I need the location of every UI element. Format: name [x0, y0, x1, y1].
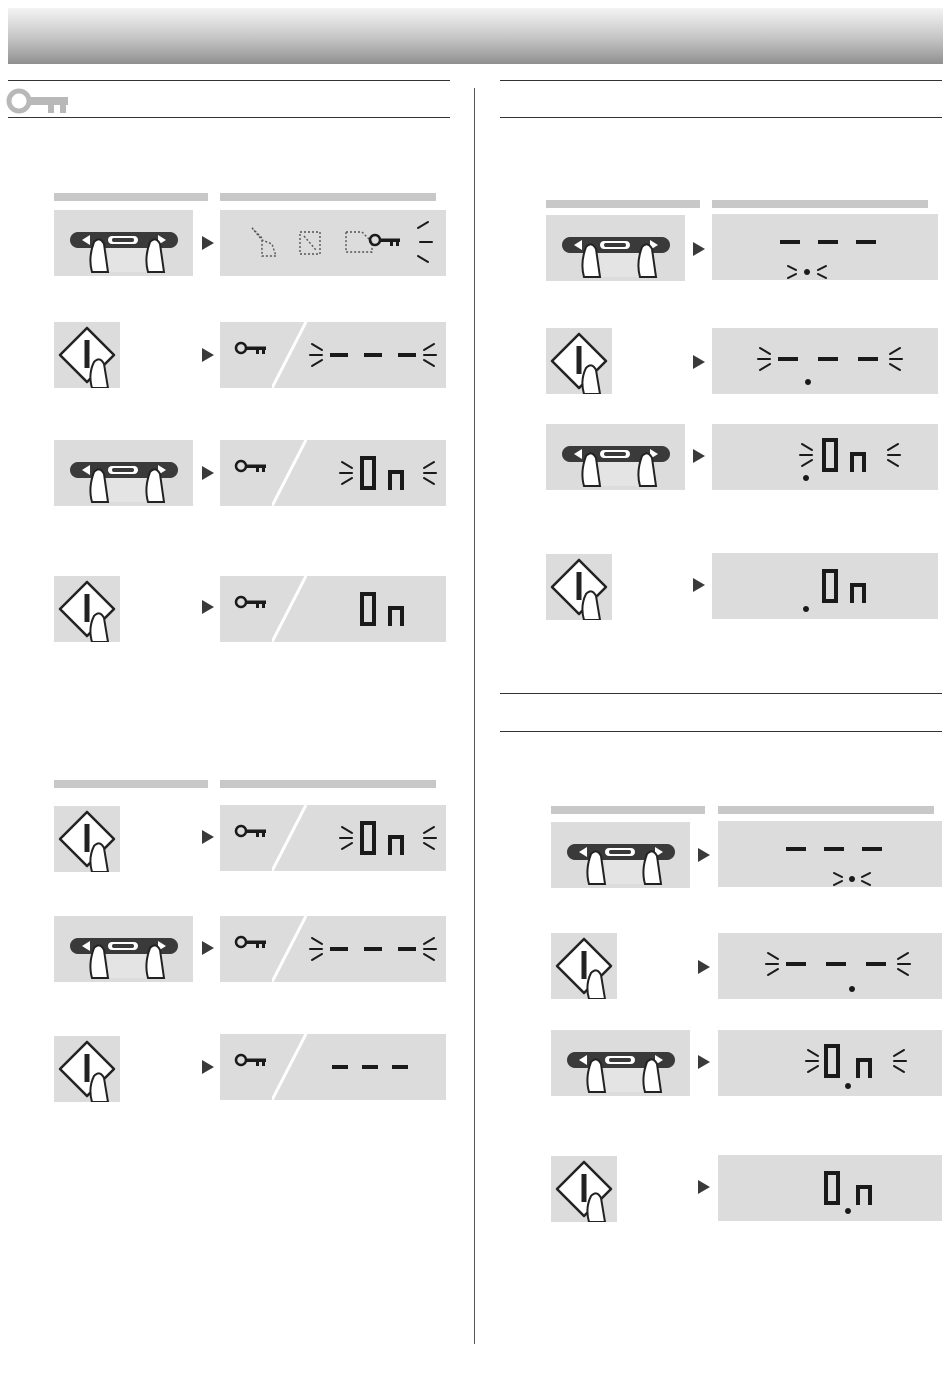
- lcd-display: [308, 332, 438, 378]
- lcd-digit-dash: [858, 357, 878, 361]
- lcd-panel: [220, 576, 446, 642]
- lcd-digit-dash: [398, 353, 416, 357]
- lcd-digit-o: [822, 438, 838, 472]
- lcd-digit-dash: [824, 847, 844, 851]
- lcd-digit-dash: [398, 947, 416, 951]
- lcd-decimal-dot: [845, 1083, 851, 1089]
- lcd-digit-o: [360, 456, 376, 490]
- button-pair-icon[interactable]: [54, 210, 193, 276]
- lcd-display: [772, 224, 892, 280]
- step-column-header: [551, 806, 705, 814]
- key-icon: [234, 458, 270, 476]
- power-button-panel: [546, 328, 612, 394]
- lcd-display: [764, 943, 914, 995]
- step-arrow-icon: [698, 848, 710, 862]
- column-divider: [474, 88, 475, 1344]
- key-icon: [234, 934, 270, 952]
- step-arrow-icon: [202, 348, 214, 362]
- lcd-panel: [718, 1155, 942, 1221]
- button-pair-panel: [54, 916, 193, 982]
- display-column-header: [220, 780, 436, 788]
- step-arrow-icon: [698, 960, 710, 974]
- power-button-icon[interactable]: [546, 328, 612, 394]
- button-pair-icon[interactable]: [54, 440, 193, 506]
- key-animation-panel: [220, 210, 446, 276]
- lcd-decimal-dot: [845, 1208, 851, 1214]
- lcd-digit-n: [850, 452, 866, 472]
- key-animation-icon: [220, 210, 446, 276]
- button-pair-icon[interactable]: [551, 822, 690, 888]
- divider-slash: [272, 576, 308, 642]
- divider-slash: [272, 916, 308, 982]
- button-pair-panel: [54, 210, 193, 276]
- lcd-display: [798, 563, 908, 615]
- power-button-panel: [54, 576, 120, 642]
- step-arrow-icon: [698, 1055, 710, 1069]
- display-column-header: [712, 200, 928, 208]
- lcd-display: [338, 586, 438, 632]
- button-pair-icon[interactable]: [54, 916, 193, 982]
- lcd-digit-dash: [856, 240, 876, 244]
- lcd-panel: [712, 553, 938, 619]
- lcd-panel: [712, 328, 938, 394]
- lcd-digit-n: [388, 835, 404, 855]
- power-button-panel: [551, 933, 617, 999]
- key-icon: [6, 88, 70, 114]
- lcd-digit-dash: [330, 947, 348, 951]
- lcd-display: [778, 833, 898, 889]
- lcd-digit-dash: [364, 353, 382, 357]
- lcd-digit-dash: [362, 1065, 378, 1069]
- lcd-decimal-dot: [849, 986, 855, 992]
- lcd-display: [308, 926, 438, 972]
- button-pair-panel: [54, 440, 193, 506]
- right-section-bottom-rule: [500, 117, 942, 118]
- divider-slash: [272, 1034, 308, 1100]
- button-pair-panel: [551, 822, 690, 888]
- step-arrow-icon: [202, 236, 214, 250]
- power-button-icon[interactable]: [551, 933, 617, 999]
- step-arrow-icon: [202, 466, 214, 480]
- lcd-display: [804, 1165, 914, 1219]
- step-column-header: [54, 780, 208, 788]
- step-column-header: [54, 193, 208, 201]
- lcd-panel: [220, 1034, 446, 1100]
- lcd-digit-dash: [332, 1065, 348, 1069]
- lcd-digit-n: [388, 606, 404, 626]
- display-column-header: [220, 193, 436, 201]
- power-button-icon[interactable]: [546, 554, 612, 620]
- lcd-digit-dash: [866, 962, 886, 966]
- lcd-digit-dash: [330, 353, 348, 357]
- divider-slash: [272, 805, 308, 871]
- power-button-panel: [54, 806, 120, 872]
- lcd-display: [338, 815, 438, 861]
- lcd-digit-dash: [786, 962, 806, 966]
- button-pair-panel: [546, 424, 685, 490]
- key-icon: [234, 823, 270, 841]
- power-button-panel: [54, 322, 120, 388]
- step-arrow-icon: [202, 941, 214, 955]
- left-section-top-rule: [8, 80, 450, 81]
- lcd-panel: [220, 916, 446, 982]
- lcd-panel: [718, 821, 942, 887]
- step-arrow-icon: [693, 449, 705, 463]
- lcd-panel: [718, 933, 942, 999]
- lcd-digit-o: [360, 592, 376, 626]
- button-pair-icon[interactable]: [546, 424, 685, 490]
- lcd-digit-dash: [780, 240, 800, 244]
- lcd-panel: [712, 424, 938, 490]
- lcd-digit-n: [856, 1185, 872, 1205]
- lcd-panel: [712, 214, 938, 280]
- step-arrow-icon: [693, 242, 705, 256]
- step-arrow-icon: [202, 600, 214, 614]
- page-header-bar: [8, 8, 943, 64]
- lcd-digit-o: [822, 569, 838, 603]
- button-pair-panel: [546, 215, 685, 281]
- lcd-digit-dash: [818, 357, 838, 361]
- step-arrow-icon: [693, 578, 705, 592]
- lcd-decimal-dot: [803, 475, 809, 481]
- power-button-icon[interactable]: [551, 1156, 617, 1222]
- lcd-display: [320, 1044, 420, 1090]
- divider-slash: [272, 322, 308, 388]
- right-lower-section-bottom-rule: [500, 731, 942, 732]
- lcd-digit-n: [388, 470, 404, 490]
- power-button-panel: [54, 1036, 120, 1102]
- power-button-icon[interactable]: [54, 1036, 120, 1102]
- lcd-digit-dash: [826, 962, 846, 966]
- lcd-digit-n: [850, 583, 866, 603]
- button-pair-panel: [551, 1030, 690, 1096]
- lcd-digit-dash: [778, 357, 798, 361]
- lcd-digit-dash: [364, 947, 382, 951]
- lcd-digit-o: [360, 821, 376, 855]
- lcd-digit-dash: [862, 847, 882, 851]
- step-column-header: [546, 200, 700, 208]
- lcd-decimal-dot: [803, 606, 809, 612]
- power-button-icon[interactable]: [54, 576, 120, 642]
- display-column-header: [718, 806, 934, 814]
- lcd-display: [756, 338, 906, 390]
- lcd-display: [798, 432, 908, 484]
- step-arrow-icon: [202, 1060, 214, 1074]
- lcd-panel: [220, 805, 446, 871]
- lcd-panel: [220, 322, 446, 388]
- button-pair-icon[interactable]: [546, 215, 685, 281]
- key-icon: [234, 594, 270, 612]
- power-button-panel: [546, 554, 612, 620]
- key-icon: [234, 340, 270, 358]
- lcd-display: [804, 1038, 914, 1092]
- right-lower-section-top-rule: [500, 693, 942, 694]
- lcd-digit-o: [824, 1044, 840, 1078]
- power-button-icon[interactable]: [54, 322, 120, 388]
- left-section-bottom-rule: [8, 117, 450, 118]
- power-button-panel: [551, 1156, 617, 1222]
- lcd-digit-dash: [786, 847, 806, 851]
- right-section-top-rule: [500, 80, 942, 81]
- power-button-icon[interactable]: [54, 806, 120, 872]
- step-arrow-icon: [698, 1180, 710, 1194]
- lcd-digit-n: [856, 1058, 872, 1078]
- lcd-decimal-dot: [804, 269, 810, 275]
- lcd-decimal-dot: [805, 379, 811, 385]
- lcd-digit-dash: [818, 240, 838, 244]
- lcd-decimal-dot: [849, 876, 855, 882]
- lcd-panel: [220, 440, 446, 506]
- lcd-display: [338, 450, 438, 496]
- step-arrow-icon: [693, 355, 705, 369]
- key-icon: [234, 1052, 270, 1070]
- lcd-digit-dash: [392, 1065, 408, 1069]
- lcd-digit-o: [824, 1171, 840, 1205]
- lcd-panel: [718, 1030, 942, 1096]
- button-pair-icon[interactable]: [551, 1030, 690, 1096]
- divider-slash: [272, 440, 308, 506]
- step-arrow-icon: [202, 830, 214, 844]
